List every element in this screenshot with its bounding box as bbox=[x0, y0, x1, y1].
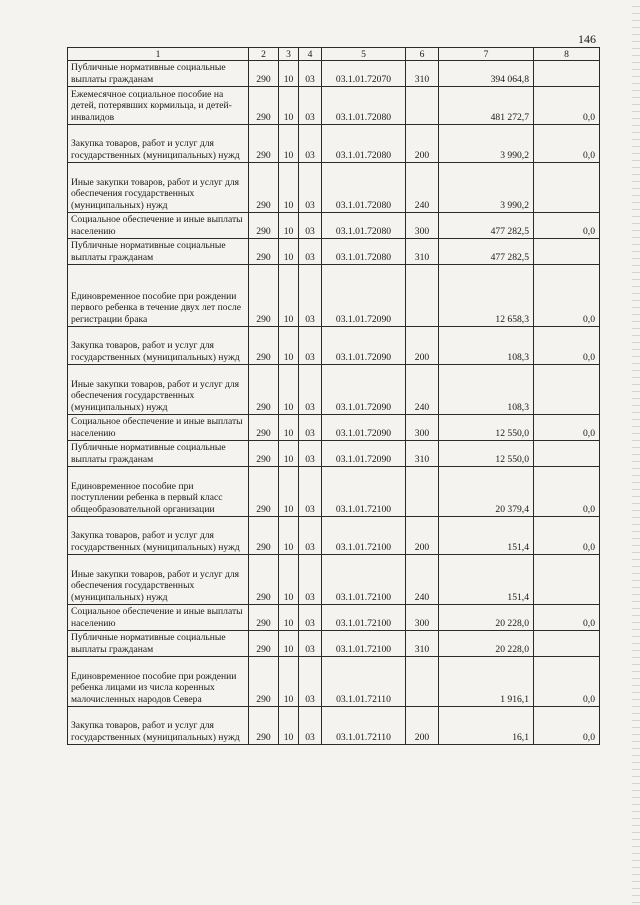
row-col2-cell: 290 bbox=[249, 657, 279, 707]
row-col4-cell: 03 bbox=[299, 61, 322, 87]
row-col4-cell: 03 bbox=[299, 517, 322, 555]
row-name-cell: Закупка товаров, работ и услуг для государственных (муниципальных) нужд bbox=[68, 125, 249, 163]
row-col3-cell: 10 bbox=[279, 163, 299, 213]
row-col7-amount-cell: 20 379,4 bbox=[439, 467, 534, 517]
row-col3-cell: 10 bbox=[279, 555, 299, 605]
row-col2-cell: 290 bbox=[249, 517, 279, 555]
table-row bbox=[68, 87, 600, 125]
row-name-cell: Закупка товаров, работ и услуг для государственных (муниципальных) нужд bbox=[68, 707, 249, 745]
row-col2-cell: 290 bbox=[249, 555, 279, 605]
row-col3-cell: 10 bbox=[279, 631, 299, 657]
row-col6-cell: 200 bbox=[406, 707, 439, 745]
row-name-cell: Социальное обеспечение и иные выплаты населению bbox=[68, 605, 249, 631]
row-col2-cell: 290 bbox=[249, 163, 279, 213]
row-col6-cell: 310 bbox=[406, 441, 439, 467]
row-col8-amount-cell bbox=[534, 239, 600, 265]
row-col2-cell: 290 bbox=[249, 605, 279, 631]
table-row bbox=[68, 125, 600, 163]
row-col2-cell: 290 bbox=[249, 365, 279, 415]
row-name-cell: Социальное обеспечение и иные выплаты населению bbox=[68, 415, 249, 441]
table-body bbox=[68, 48, 600, 745]
row-col8-amount-cell: 0,0 bbox=[534, 125, 600, 163]
row-col6-cell bbox=[406, 265, 439, 327]
table-row bbox=[68, 517, 600, 555]
row-col6-cell bbox=[406, 467, 439, 517]
row-col5-cell: 03.1.01.72100 bbox=[322, 631, 406, 657]
row-col6-cell: 310 bbox=[406, 61, 439, 87]
table-row bbox=[68, 555, 600, 605]
row-col8-amount-cell: 0,0 bbox=[534, 265, 600, 327]
row-col7-amount-cell: 394 064,8 bbox=[439, 61, 534, 87]
row-col8-amount-cell bbox=[534, 631, 600, 657]
row-name-cell: Публичные нормативные социальные выплаты гражданам bbox=[68, 631, 249, 657]
row-col2-cell: 290 bbox=[249, 467, 279, 517]
table-row bbox=[68, 327, 600, 365]
row-col3-cell: 10 bbox=[279, 441, 299, 467]
row-col2-cell: 290 bbox=[249, 213, 279, 239]
row-col5-cell: 03.1.01.72080 bbox=[322, 239, 406, 265]
scan-edge-marks bbox=[632, 0, 640, 905]
row-col4-cell: 03 bbox=[299, 657, 322, 707]
row-col5-cell: 03.1.01.72090 bbox=[322, 365, 406, 415]
row-name-cell: Единовременное пособие при рождении первого ребенка в течение двух лет после регистрации брака bbox=[68, 265, 249, 327]
row-col6-cell: 240 bbox=[406, 365, 439, 415]
row-col4-cell: 03 bbox=[299, 327, 322, 365]
table-header-row bbox=[68, 48, 600, 61]
row-col2-cell: 290 bbox=[249, 327, 279, 365]
row-col3-cell: 10 bbox=[279, 61, 299, 87]
row-col8-amount-cell bbox=[534, 61, 600, 87]
row-col6-cell: 310 bbox=[406, 631, 439, 657]
row-col4-cell: 03 bbox=[299, 441, 322, 467]
row-col8-amount-cell: 0,0 bbox=[534, 707, 600, 745]
row-col4-cell: 03 bbox=[299, 265, 322, 327]
row-col6-cell: 200 bbox=[406, 125, 439, 163]
row-col8-amount-cell bbox=[534, 555, 600, 605]
row-name-cell: Иные закупки товаров, работ и услуг для обеспечения государственных (муниципальных) нужд bbox=[68, 365, 249, 415]
row-name-cell: Публичные нормативные социальные выплаты гражданам bbox=[68, 441, 249, 467]
row-col5-cell: 03.1.01.72090 bbox=[322, 441, 406, 467]
row-col5-cell: 03.1.01.72080 bbox=[322, 213, 406, 239]
row-col4-cell: 03 bbox=[299, 555, 322, 605]
page-number: 146 bbox=[578, 32, 596, 46]
row-col3-cell: 10 bbox=[279, 265, 299, 327]
row-name-cell: Закупка товаров, работ и услуг для государственных (муниципальных) нужд bbox=[68, 327, 249, 365]
row-col4-cell: 03 bbox=[299, 125, 322, 163]
row-col6-cell: 200 bbox=[406, 327, 439, 365]
row-col5-cell: 03.1.01.72110 bbox=[322, 657, 406, 707]
row-col8-amount-cell: 0,0 bbox=[534, 657, 600, 707]
table-row bbox=[68, 415, 600, 441]
table-row bbox=[68, 163, 600, 213]
row-col8-amount-cell: 0,0 bbox=[534, 87, 600, 125]
row-col7-amount-cell: 108,3 bbox=[439, 365, 534, 415]
row-col4-cell: 03 bbox=[299, 415, 322, 441]
row-col7-amount-cell: 3 990,2 bbox=[439, 163, 534, 213]
row-col3-cell: 10 bbox=[279, 125, 299, 163]
header-col-6: 6 bbox=[406, 48, 439, 61]
row-name-cell: Иные закупки товаров, работ и услуг для обеспечения государственных (муниципальных) нужд bbox=[68, 555, 249, 605]
row-col7-amount-cell: 12 550,0 bbox=[439, 441, 534, 467]
table-row bbox=[68, 657, 600, 707]
row-col8-amount-cell: 0,0 bbox=[534, 517, 600, 555]
row-col6-cell: 300 bbox=[406, 213, 439, 239]
header-col-3: 3 bbox=[279, 48, 299, 61]
row-col4-cell: 03 bbox=[299, 631, 322, 657]
row-col3-cell: 10 bbox=[279, 467, 299, 517]
row-col3-cell: 10 bbox=[279, 517, 299, 555]
table-row bbox=[68, 441, 600, 467]
row-col6-cell bbox=[406, 657, 439, 707]
header-col-7: 7 bbox=[439, 48, 534, 61]
row-col5-cell: 03.1.01.72080 bbox=[322, 87, 406, 125]
row-col6-cell bbox=[406, 87, 439, 125]
row-col8-amount-cell bbox=[534, 441, 600, 467]
row-col7-amount-cell: 481 272,7 bbox=[439, 87, 534, 125]
budget-table bbox=[67, 47, 600, 745]
row-col8-amount-cell: 0,0 bbox=[534, 467, 600, 517]
row-col5-cell: 03.1.01.72100 bbox=[322, 555, 406, 605]
row-name-cell: Иные закупки товаров, работ и услуг для обеспечения государственных (муниципальных) нужд bbox=[68, 163, 249, 213]
row-col5-cell: 03.1.01.72090 bbox=[322, 265, 406, 327]
row-col8-amount-cell: 0,0 bbox=[534, 327, 600, 365]
row-col7-amount-cell: 108,3 bbox=[439, 327, 534, 365]
table-row bbox=[68, 61, 600, 87]
row-col3-cell: 10 bbox=[279, 707, 299, 745]
row-col5-cell: 03.1.01.72080 bbox=[322, 163, 406, 213]
row-col3-cell: 10 bbox=[279, 327, 299, 365]
row-col5-cell: 03.1.01.72100 bbox=[322, 517, 406, 555]
table-row bbox=[68, 467, 600, 517]
row-col4-cell: 03 bbox=[299, 87, 322, 125]
table-row bbox=[68, 365, 600, 415]
row-col7-amount-cell: 151,4 bbox=[439, 517, 534, 555]
row-col7-amount-cell: 3 990,2 bbox=[439, 125, 534, 163]
row-name-cell: Публичные нормативные социальные выплаты гражданам bbox=[68, 61, 249, 87]
row-col8-amount-cell: 0,0 bbox=[534, 605, 600, 631]
row-col5-cell: 03.1.01.72100 bbox=[322, 467, 406, 517]
row-col8-amount-cell bbox=[534, 163, 600, 213]
row-col7-amount-cell: 477 282,5 bbox=[439, 213, 534, 239]
row-name-cell: Публичные нормативные социальные выплаты гражданам bbox=[68, 239, 249, 265]
row-col2-cell: 290 bbox=[249, 61, 279, 87]
row-col5-cell: 03.1.01.72110 bbox=[322, 707, 406, 745]
row-col5-cell: 03.1.01.72090 bbox=[322, 415, 406, 441]
row-col4-cell: 03 bbox=[299, 365, 322, 415]
row-name-cell: Социальное обеспечение и иные выплаты населению bbox=[68, 213, 249, 239]
row-col5-cell: 03.1.01.72080 bbox=[322, 125, 406, 163]
row-col7-amount-cell: 12 658,3 bbox=[439, 265, 534, 327]
row-col3-cell: 10 bbox=[279, 657, 299, 707]
row-col6-cell: 300 bbox=[406, 415, 439, 441]
row-col6-cell: 200 bbox=[406, 517, 439, 555]
row-name-cell: Единовременное пособие при рождении ребенка лицами из числа коренных малочисленных народов Севера bbox=[68, 657, 249, 707]
row-name-cell: Ежемесячное социальное пособие на детей, потерявших кормильца, и детей-инвалидов bbox=[68, 87, 249, 125]
row-col7-amount-cell: 1 916,1 bbox=[439, 657, 534, 707]
row-col3-cell: 10 bbox=[279, 239, 299, 265]
row-col2-cell: 290 bbox=[249, 239, 279, 265]
row-col3-cell: 10 bbox=[279, 605, 299, 631]
row-col2-cell: 290 bbox=[249, 441, 279, 467]
table-row bbox=[68, 707, 600, 745]
row-col2-cell: 290 bbox=[249, 125, 279, 163]
header-col-4: 4 bbox=[299, 48, 322, 61]
row-col7-amount-cell: 20 228,0 bbox=[439, 605, 534, 631]
row-col4-cell: 03 bbox=[299, 213, 322, 239]
row-col4-cell: 03 bbox=[299, 163, 322, 213]
row-col7-amount-cell: 12 550,0 bbox=[439, 415, 534, 441]
row-col6-cell: 310 bbox=[406, 239, 439, 265]
row-col3-cell: 10 bbox=[279, 87, 299, 125]
row-col7-amount-cell: 20 228,0 bbox=[439, 631, 534, 657]
row-col5-cell: 03.1.01.72090 bbox=[322, 327, 406, 365]
row-col5-cell: 03.1.01.72070 bbox=[322, 61, 406, 87]
row-col4-cell: 03 bbox=[299, 239, 322, 265]
row-col6-cell: 240 bbox=[406, 555, 439, 605]
row-col3-cell: 10 bbox=[279, 365, 299, 415]
row-col5-cell: 03.1.01.72100 bbox=[322, 605, 406, 631]
header-col-8: 8 bbox=[534, 48, 600, 61]
row-col8-amount-cell: 0,0 bbox=[534, 415, 600, 441]
table-row bbox=[68, 213, 600, 239]
row-col6-cell: 240 bbox=[406, 163, 439, 213]
row-col8-amount-cell: 0,0 bbox=[534, 213, 600, 239]
header-col-2: 2 bbox=[249, 48, 279, 61]
table-row bbox=[68, 605, 600, 631]
table-row bbox=[68, 265, 600, 327]
row-name-cell: Закупка товаров, работ и услуг для государственных (муниципальных) нужд bbox=[68, 517, 249, 555]
row-col7-amount-cell: 16,1 bbox=[439, 707, 534, 745]
row-col2-cell: 290 bbox=[249, 631, 279, 657]
row-col8-amount-cell bbox=[534, 365, 600, 415]
header-col-5: 5 bbox=[322, 48, 406, 61]
row-col4-cell: 03 bbox=[299, 707, 322, 745]
row-col2-cell: 290 bbox=[249, 415, 279, 441]
row-col2-cell: 290 bbox=[249, 87, 279, 125]
row-col7-amount-cell: 477 282,5 bbox=[439, 239, 534, 265]
row-col3-cell: 10 bbox=[279, 415, 299, 441]
header-col-1: 1 bbox=[68, 48, 249, 61]
row-col2-cell: 290 bbox=[249, 265, 279, 327]
table-row bbox=[68, 631, 600, 657]
row-col7-amount-cell: 151,4 bbox=[439, 555, 534, 605]
row-name-cell: Единовременное пособие при поступлении ребенка в первый класс общеобразовательной организации bbox=[68, 467, 249, 517]
row-col4-cell: 03 bbox=[299, 605, 322, 631]
row-col4-cell: 03 bbox=[299, 467, 322, 517]
table-row bbox=[68, 239, 600, 265]
row-col2-cell: 290 bbox=[249, 707, 279, 745]
row-col3-cell: 10 bbox=[279, 213, 299, 239]
row-col6-cell: 300 bbox=[406, 605, 439, 631]
